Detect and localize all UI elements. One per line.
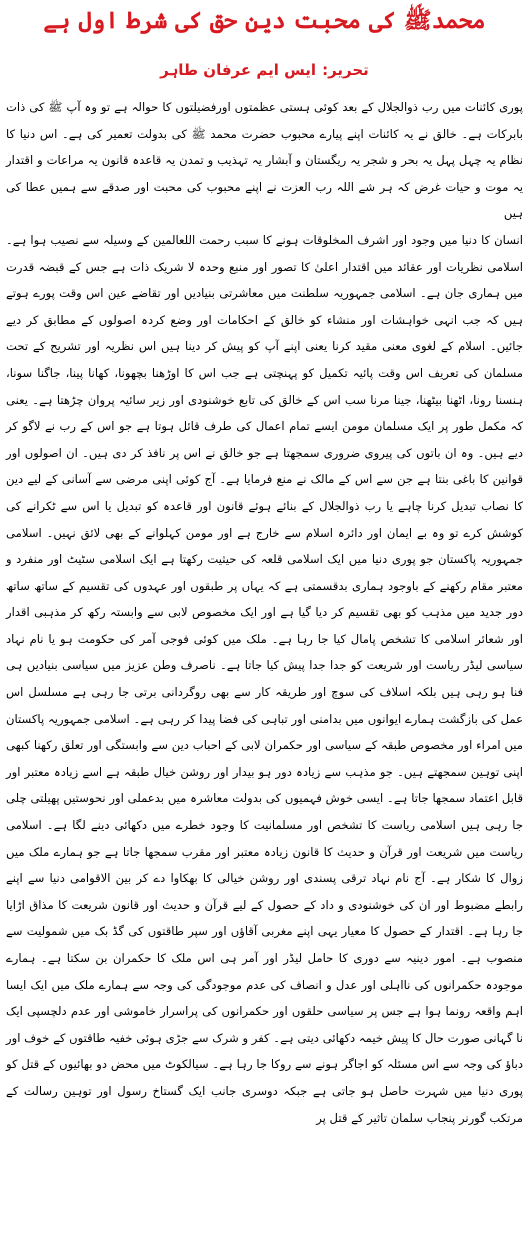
article-paragraph-1: پوری کائنات میں رب ذوالجلال کے بعد کوئی ہستی عظمتوں اورفضیلتوں کا حوالہ ہے تو وہ آپ ﷺ کی ذات بابرکات ہے۔ خالق نے یہ کائنات اپنے پیارے محبوب حضرت محمد ﷺ کی بدولت تعمیر کی ہے۔ اس دنیا کا نظام یہ چہل پہل یہ بحر و شجر یہ ریگستان و آبشار یہ تہذیب و تمدن یہ قاعدہ قانون یہ مراعات و اقتدار یہ موت و حیات غرض کہ ہر شے اللہ رب العزت نے اپنے محبوب کی محبت اور صدقے سے ہمیں عطا کی ہیں xyxy=(6,100,523,221)
byline xyxy=(6,60,523,94)
byline-author: ایس ایم عرفان طاہر xyxy=(160,61,317,79)
article-paragraph-2: انسان کا دنیا میں وجود اور اشرف المخلوقات ہونے کا سبب رحمت اللعالمین کے وسیلہ سے نصیب ہوا ہے۔ اسلامی نظریات اور عقائد میں اقتدار اعلیٰ کا تصور اور منبع وحدہ لا شریک ذات ہے جس کے قبضہ قدرت میں ہماری جان ہے۔ اسلامی جمہوریہ سلطنت میں معاشرتی بنیادیں اور تقاضے عین اس وقت پورے ہوتے ہیں کہ جب انہی خواہشات اور منشاء کو خالق کے احکامات اور وضع کردہ اصولوں کے مطابق کر دیے جائیں۔ اسلام کے لغوی معنی مقید کرنا یعنی اپنے آپ کو پیش کر دینا ہیں اس نظریہ اور تشریح کے تحت مسلمان کی تعریف اس وقت پائیہ تکمیل کو پہنچتی ہے جب اس کا اوڑھنا بچھونا، کھانا پینا، جاگنا سونا، ہنسنا رونا، اٹھنا بیٹھنا، جینا مرنا سب اس کے خالق کی تابع خوشنودی اور زیر سائیہ پروان چڑھتا ہے۔ یعنی کہ مکمل طور پر ایک مسلمان مومن ایسے تمام اعمال کی طرف قائل ہوتا ہے جو اس کے رب نے لاگو کر دیے ہیں۔ وہ ان باتوں کی پیروی ضروری سمجھتا ہے جو خالق نے اس پر نافذ کر دی ہیں۔ ان اصولوں اور قوانین کا باغی بنتا ہے جن سے اس کے مالک نے منع فرمایا ہے۔ آج کوئی اپنی مرضی سے آسانی کے لیے دین کا نصاب تبدیل کرنا چاہے یا رب ذوالجلال کے بنائے ہوئے قانون اور قاعدہ کو تبدیل یا اس سے ٹکرانے کی کوشش کرے تو وہ بے ایمان اور دائرہ اسلام سے خارج ہے اور مومن کہلوانے کے بھی لائق نہیں۔ اسلامی جمہوریہ پاکستان جو پوری دنیا میں ایک اسلامی قلعہ کی حیثیت رکھتا ہے ایک اسلامی سٹیٹ اور منفرد و معتبر مقام رکھنے کے باوجود ہماری بدقسمتی ہے کہ یہاں پر طبقوں اور عہدوں کی تقسیم کے ساتھ ساتھ دور جدید میں مذہب کو بھی تقسیم کر دیا گیا ہے اور ایک مخصوص لابی سے وابستہ رکھ کر مذہبی اقدار اور شعائر اسلامی کا تشخص پامال کیا جا رہا ہے۔ ملک میں کوئی فوجی آمر کی حکومت ہو یا نام نہاد سیاسی لیڈر ریاست اور شریعت کو جدا جدا پیش کیا جاتا ہے۔ ناصرف وطن عزیز میں سیاسی بنیادیں ہی فنا ہو رہی ہیں بلکہ اسلاف کی سوچ اور طریقہ کار سے بھی روگردانی برتی جا رہی ہے مسلسل اس عمل کی بازگشت ہمارے ایوانوں میں بدامنی اور تباہی کی فضا پیدا کر رہی ہے۔ اسلامی جمہوریہ پاکستان میں امراء اور مخصوص طبقہ کے سیاسی اور حکمران لابی کے احباب دین سے وابستگی اور تعلق رکھنا کبھی اپنی توہین سمجھتے ہیں۔ جو مذہب سے زیادہ دور ہو بیدار اور روشن خیال طبقہ ہے اسے زیادہ معتبر اور قابل اعتماد سمجھا جاتا ہے۔ ایسی خوش فہمیوں کی بدولت معاشرہ میں بدعملی اور نحوستیں پھیلتی چلی جا رہی ہیں اسلامی ریاست کا تشخص اور مسلمانیت کا وجود خطرے میں دکھائی دینے لگا ہے۔ اسلامی ریاست میں شریعت اور قرآن و حدیث کا قانون زیادہ معتبر اور مقرب سمجھا جاتا ہے جو ہمارے ملک میں زوال کا شکار ہے۔ آج نام نہاد ترقی پسندی اور روشن خیالی کا بھکاوا دے کر بین الاقوامی دنیا سے اپنے رابطے مضبوط اور ان کی خوشنودی و داد کے حصول کے لیے قرآن و حدیث اور قانون شریعت کا مذاق اڑایا جا رہا ہے۔ اقتدار کے حصول کا معیار یہی اپنے مغربی آقاؤں اور سپر طاقتوں کی گڈ بک میں شمولیت سے منصوب ہے۔ امور دینیہ سے دوری کا حامل لیڈر اور آمر ہی اس ملک کا حکمران بن سکتا ہے۔ ہمارے موجودہ حکمرانوں کی نااہلی اور عدل و انصاف کی عدم موجودگی کی وجہ سے ہمارے ملک میں ایک ایسا اہم واقعہ رونما ہوا ہے جس پر سیاسی حلقوں اور حکمرانوں کی پراسرار خاموشی اور عدم دلچسپی ایک نا گہانی صورت حال کا پیش خیمہ دکھائی دیتی ہے۔ کفر و شرک سے جڑی ہوئی خفیہ طاقتوں کے خوف اور دباؤ کی وجہ سے اس مسئلہ کو اجاگر ہونے سے روکا جا رہا ہے۔ سیالکوٹ میں محض دو بھائیوں کے قتل کو پوری دنیا میں شہرت حاصل ہو جاتی ہے جبکہ دوسری جانب ایک گستاخ رسول اور توہین رسالت کے مرتکب گورنر پنجاب سلمان تاثیر کے قتل پر xyxy=(6,232,523,1125)
page-title: محمدﷺ کی محبت دین حق کی شرط اول ہے xyxy=(43,7,486,34)
article-body xyxy=(6,94,523,1131)
byline-label: تحریر: xyxy=(322,61,369,79)
